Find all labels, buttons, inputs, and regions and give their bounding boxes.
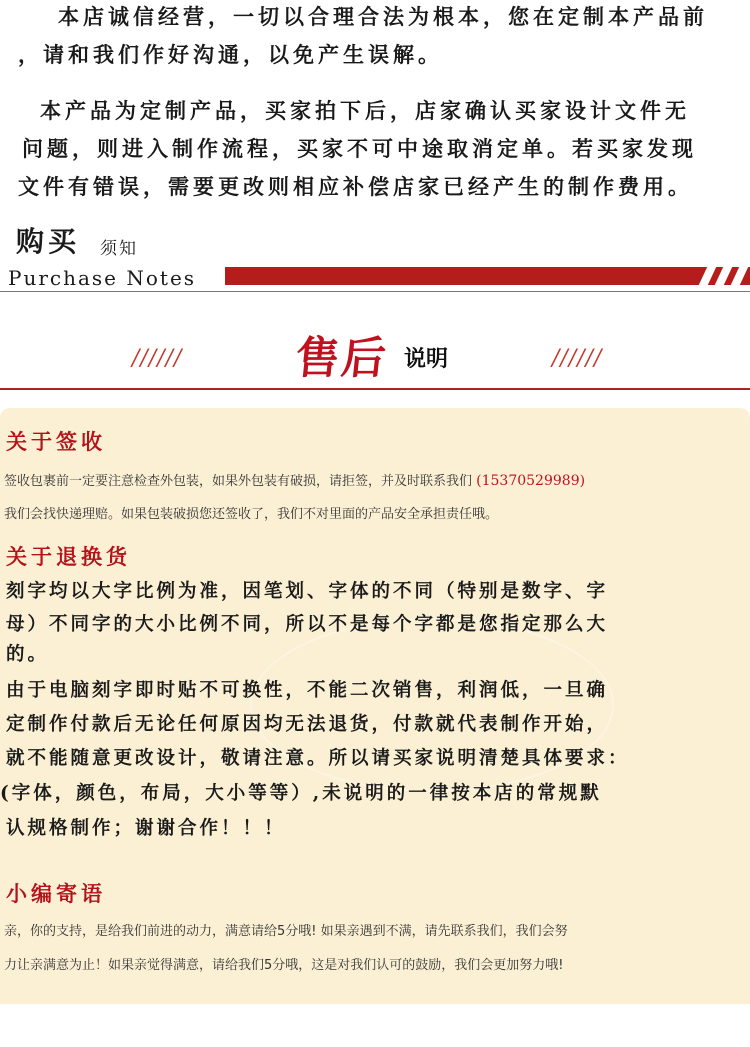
intro-line: 问题，则进入制作流程，买家不可中途取消定单。若买家发现	[22, 136, 697, 161]
after-sales-panel	[0, 408, 750, 1004]
returns-line: 母）不同字的大小比例不同，所以不是每个字都是您指定那么大	[6, 614, 609, 635]
after-sales-header	[0, 320, 750, 390]
returns-line: 的。	[6, 644, 50, 665]
sign-line-1	[4, 470, 585, 489]
after-sales-subtitle: 说明	[404, 347, 449, 372]
contact-phone: (15370529989)	[476, 473, 586, 489]
stripe-decoration	[731, 267, 748, 285]
decorative-red-bar	[225, 267, 750, 285]
red-divider	[0, 388, 750, 390]
slash-decoration: //////	[552, 346, 603, 371]
purchase-subtitle: 须知	[100, 239, 138, 259]
stripe-decoration	[715, 267, 732, 285]
returns-line: 就不能随意更改设计，敬请注意。所以请买家说明清楚具体要求：	[6, 748, 630, 769]
sign-line-2: 我们会找快递理赔。如果包装破损您还签收了，我们不对里面的产品安全承担责任哦。	[4, 507, 499, 522]
editor-title: 小编寄语	[6, 881, 106, 906]
returns-line: 刻字均以大字比例为准，因笔划、字体的不同（特别是数字、字	[6, 581, 609, 602]
stripe-decoration	[699, 267, 716, 285]
returns-line: 认规格制作；谢谢合作！！！	[6, 818, 286, 839]
after-sales-title: 售后	[292, 333, 391, 384]
intro-paragraph-1	[0, 0, 750, 76]
intro-line: ，请和我们作好沟通，以免产生误解。	[18, 42, 443, 67]
returns-line: 定制作付款后无论任何原因均无法退货，付款就代表制作开始，	[6, 714, 609, 735]
divider	[0, 291, 750, 292]
intro-line: 本店诚信经营，一切以合理合法为根本，您在定制本产品前	[58, 4, 708, 29]
returns-line: 由于电脑刻字即时贴不可换性，不能二次销售，利润低，一旦确	[6, 680, 609, 701]
intro-line: 文件有错误，需要更改则相应补偿店家已经产生的制作费用。	[18, 174, 693, 199]
editor-line-2: 力让亲满意为止！如果亲觉得满意，请给我们5分哦，这是对我们认可的鼓励，我们会更加努力哦!	[4, 958, 564, 973]
slash-decoration: //////	[132, 346, 183, 371]
returns-title: 关于退换货	[6, 544, 131, 569]
intro-line: 本产品为定制产品，买家拍下后，店家确认买家设计文件无	[40, 98, 690, 123]
returns-line: (字体，颜色，布局，大小等等）,未说明的一律按本店的常规默	[0, 783, 602, 804]
intro-paragraph-2	[0, 94, 750, 208]
sign-text: 签收包裹前一定要注意检查外包装，如果外包装有破损，请拒签，并及时联系我们	[4, 474, 473, 489]
purchase-title: 购买	[16, 225, 81, 258]
sign-title: 关于签收	[6, 429, 106, 454]
editor-line-1: 亲，你的支持，是给我们前进的动力，满意请给5分哦! 如果亲遇到不满，请先联系我们，我们会努	[4, 924, 568, 939]
purchase-english-title: Purchase Notes	[8, 266, 197, 290]
